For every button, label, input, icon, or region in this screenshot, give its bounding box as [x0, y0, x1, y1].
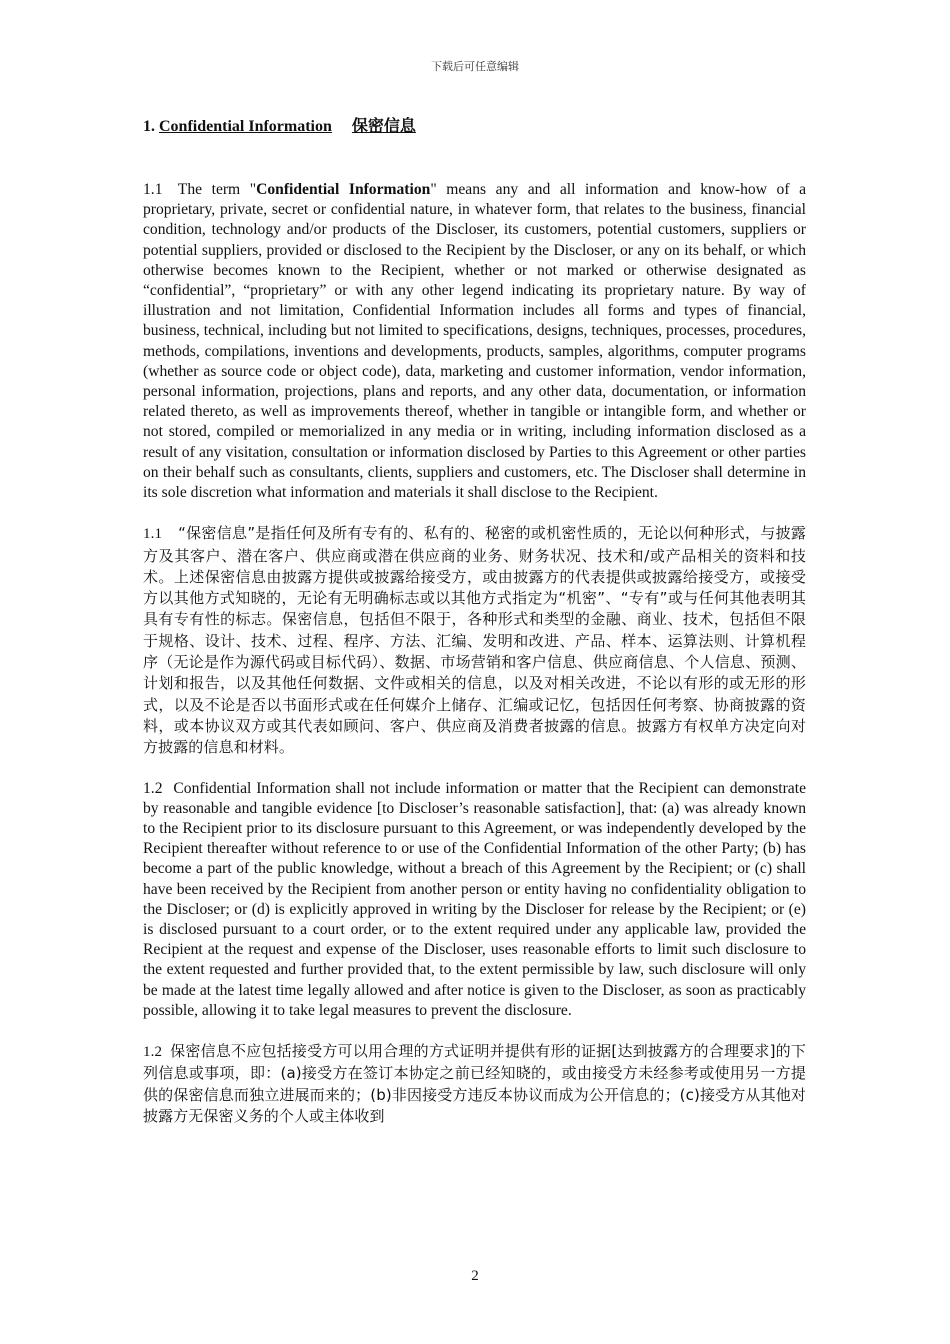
clause-number: 1.1	[143, 181, 163, 198]
document-body	[143, 115, 806, 1127]
defined-term: Confidential Information	[256, 181, 431, 198]
clause-1-2-zh	[143, 1041, 806, 1127]
page-number: 2	[471, 1268, 479, 1284]
clause-1-1-en	[143, 180, 806, 503]
clause-1-2-en	[143, 779, 806, 1021]
section-heading	[143, 115, 806, 139]
clause-number: 1.1	[143, 526, 163, 543]
clause-number: 1.2	[143, 779, 163, 797]
clause-text: Confidential Information shall not include information or matter that the Recipient can demonstrate by reasonable and tangible evidence [to Discloser’s reasonable satisfaction], that: (a) was already known to the Recipient prior to its disclosure pursuant to this Agreement, or was independently developed by the Recipient thereafter without reference to or use of the Confidential Information of the other Party; (b) has become a part of the public knowledge, without a breach of this Agreement by the Recipient; or (c) shall have been received by the Recipient from another person or entity having no confidentiality obligation to the Discloser; or (d) is explicitly approved in writing by the Discloser for release by the Recipient; or (e) is disclosed pursuant to a court order, or to the extent required under any applicable law, provided the Recipient at the request and expense of the Discloser, uses reasonable efforts to limit such disclosure to the extent requested and further provided that, to the extent permissible by law, such disclosure will only be made at the latest time legally allowed and after notice is given to the Discloser, as soon as practicably possible, allowing it to take legal measures to prevent the disclosure.	[143, 779, 806, 1019]
clause-text: " means any and all information and know-how of a proprietary, private, secret or confidential nature, in whatever form, that relates to the business, financial condition, technology and/or products of the Discloser, its customers, potential customers, suppliers or potential suppliers, provided or disclosed to the Recipient by the Discloser, or any on its behalf, or which otherwise becomes known to the Recipient, whether or not marked or otherwise designated as “confidential”, “proprietary” or with any other legend indicating its proprietary nature. By way of illustration and not limitation, Confidential Information includes all forms and types of financial, business, technical, including but not limited to specifications, designs, techniques, processes, procedures, methods, compilations, inventions and developments, products, samples, algorithms, computer programs (whether as source code or object code), data, marketing and customer information, vendor information, personal information, projections, plans and reports, and any other data, documentation, or information related thereto, as well as improvements thereof, whether in tangible or intangible form, and whether or not stored, compiled or memorialized in any media or in writing, including information disclosed as a result of any visitation, consultation or information disclosed by Parties to this Agreement or other parties on their behalf such as consultants, clients, suppliers and customers, etc. The Discloser shall determine in its sole discretion what information and materials it shall disclose to the Recipient.	[143, 181, 807, 502]
clause-text-prefix: The term "	[177, 181, 257, 198]
clause-1-1-zh	[143, 523, 806, 758]
clause-text: “保密信息”是指任何及所有专有的、私有的、秘密的或机密性质的，无论以何种形式，与披露方及其客户、潜在客户、供应商或潜在供应商的业务、财务状况、技术和/或产品相关的资料和技术。上述保密信息由披露方提供或披露给接受方，或由披露方的代表提供或披露给接受方，或接受方以其他方式知晓的，无论有无明确标志或以其他方式指定为“机密”、“专有”或与任何其他表明其具有专有性的标志。保密信息，包括但不限于，各种形式和类型的金融、商业、技术，包括但不限于规格、设计、技术、过程、程序、方法、汇编、发明和改进、产品、样本、运算法则、计算机程序（无论是作为源代码或目标代码）、数据、市场营销和客户信息、供应商信息、个人信息、预测、计划和报告，以及其他任何数据、文件或相关的信息，以及对相关改进，不论以有形的或无形的形式，以及不论是否以书面形式或在任何媒介上储存、汇编或记忆，包括因任何考察、协商披露的资料，或本协议双方或其代表如顾问、客户、供应商及消费者披露的信息。披露方有权单方决定向对方披露的信息和材料。	[143, 524, 806, 757]
clause-text: 保密信息不应包括接受方可以用合理的方式证明并提供有形的证据[达到披露方的合理要求]的下列信息或事项，即：(a)接受方在签订本协定之前已经知晓的，或由接受方未经参考或使用另一方提供的保密信息而独立进展而来的；(b)非因接受方违反本协议而成为公开信息的；(c)接受方从其他对披露方无保密义务的个人或主体收到	[143, 1041, 806, 1125]
clause-number: 1.2	[143, 1043, 163, 1060]
section-title-en: Confidential Information	[159, 118, 332, 135]
section-number: 1.	[143, 118, 155, 135]
page-header: 下载后可任意编辑	[431, 60, 519, 73]
section-title-zh: 保密信息	[351, 118, 416, 135]
